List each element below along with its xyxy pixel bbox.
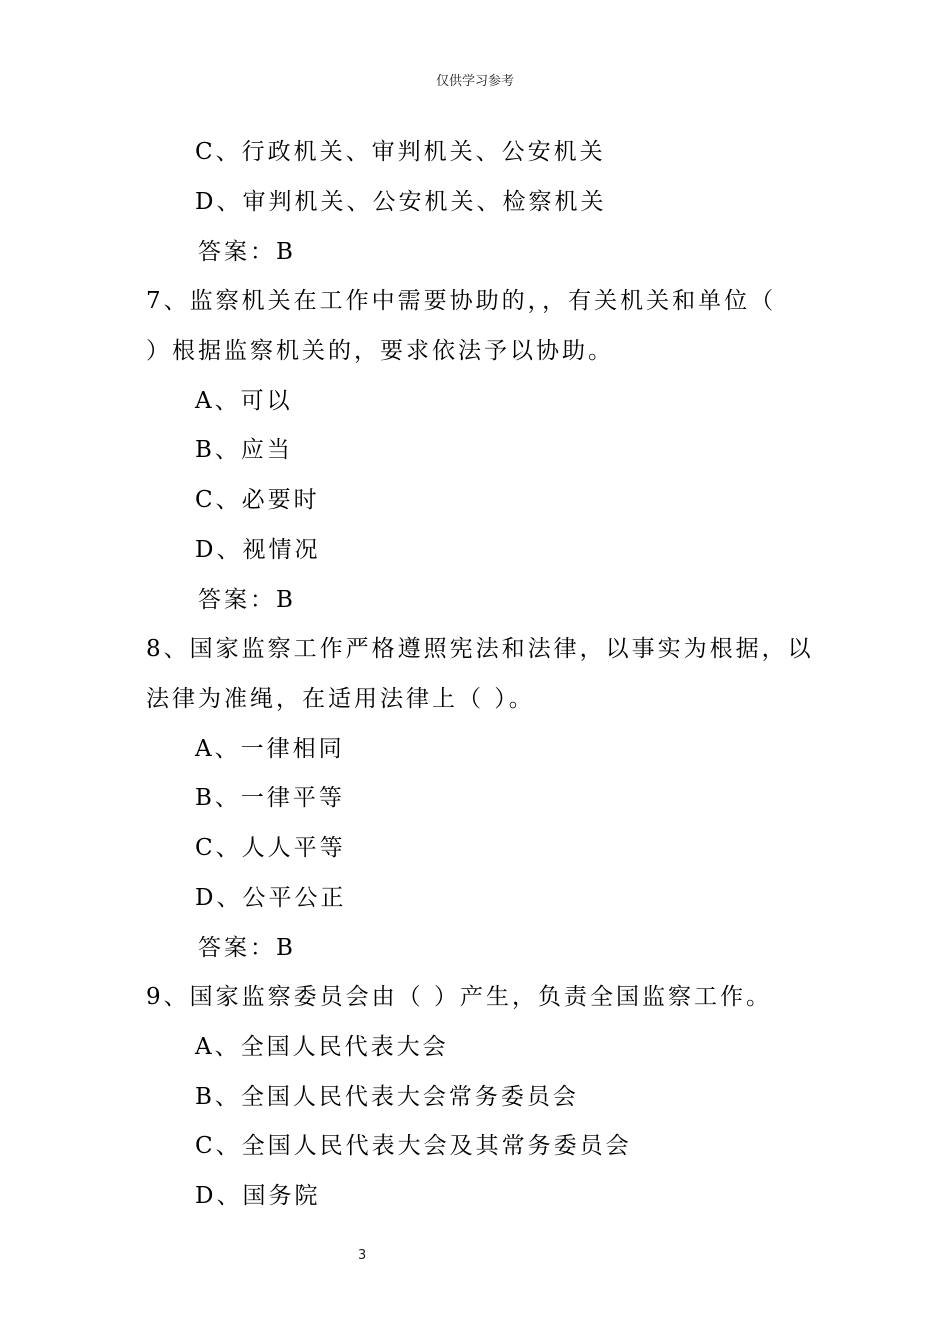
option-a-q9: A、全国人民代表大会 xyxy=(195,1034,449,1060)
option-c-q7: C、必要时 xyxy=(195,487,320,513)
page-header: 仅供学习参考 xyxy=(435,74,514,89)
question-8-continued: 法律为准绳，在适用法律上（ ）。 xyxy=(146,686,535,712)
question-8: 8、国家监察工作严格遵照宪法和法律，以事实为根据，以 xyxy=(146,636,814,662)
answer-q6: 答案：B xyxy=(198,239,296,265)
option-c-q6: C、行政机关、审判机关、公安机关 xyxy=(195,139,606,165)
option-c-q9: C、全国人民代表大会及其常务委员会 xyxy=(195,1133,632,1159)
option-b-q7: B、应当 xyxy=(195,437,293,463)
option-b-q9: B、全国人民代表大会常务委员会 xyxy=(195,1084,579,1110)
option-d-q7: D、视情况 xyxy=(195,537,321,563)
option-a-q7: A、可以 xyxy=(195,388,293,414)
option-d-q9: D、国务院 xyxy=(195,1183,321,1209)
question-9: 9、国家监察委员会由（ ）产生，负责全国监察工作。 xyxy=(146,984,772,1010)
option-d-q8: D、公平公正 xyxy=(195,885,347,911)
page-number: 3 xyxy=(358,1248,367,1263)
question-7-continued: ）根据监察机关的，要求依法予以协助。 xyxy=(146,338,614,364)
answer-q8: 答案：B xyxy=(198,935,296,961)
option-d-q6: D、审判机关、公安机关、检察机关 xyxy=(195,189,607,215)
answer-q7: 答案：B xyxy=(198,587,296,613)
question-7: 7、监察机关在工作中需要协助的，，有关机关和单位（ xyxy=(146,288,777,314)
option-c-q8: C、人人平等 xyxy=(195,835,346,861)
option-b-q8: B、一律平等 xyxy=(195,785,345,811)
option-a-q8: A、一律相同 xyxy=(195,736,345,762)
